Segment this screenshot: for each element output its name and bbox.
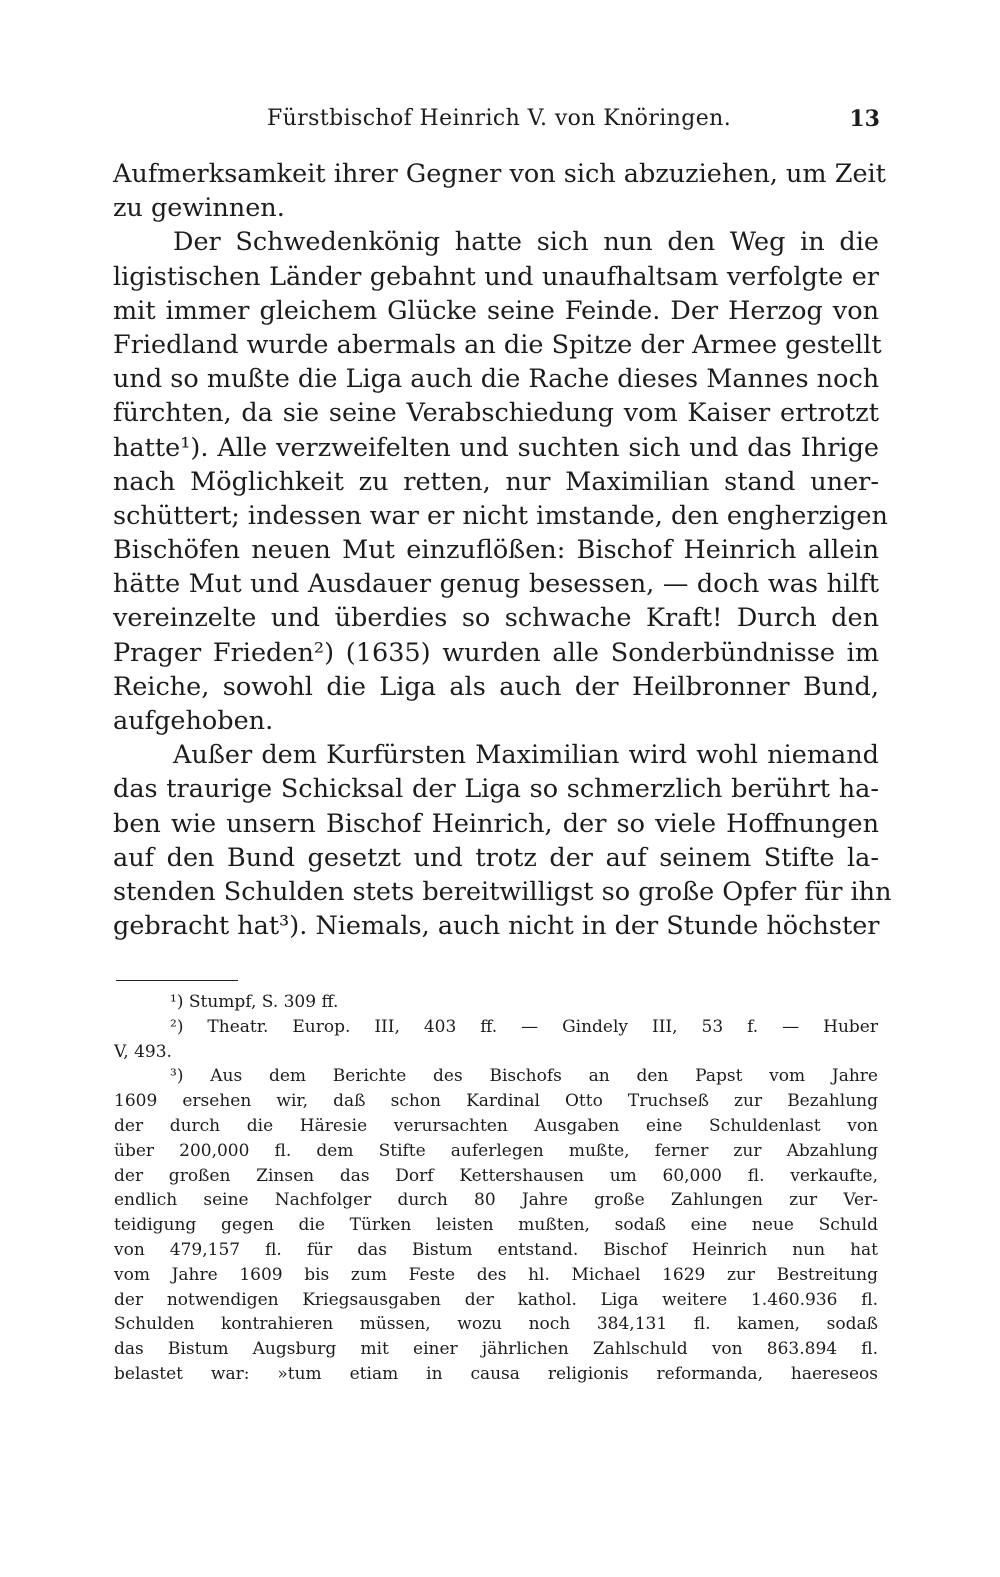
- footnote-line: endlich seine Nachfolger durch 80 Jahre große Zahlungen zur Ver-: [114, 1190, 878, 1211]
- running-header: [112, 106, 880, 140]
- footnote-line: der notwendigen Kriegsausgaben der kathol. Liga weitere 1.460.936 fl.: [114, 1289, 878, 1310]
- body-line: Friedland wurde abermals an die Spitze der Armee gestellt: [113, 329, 882, 360]
- footnote-line: über 200,000 fl. dem Stifte auferlegen mußte, ferner zur Abzahlung: [114, 1140, 878, 1161]
- body-line: Bischöfen neuen Mut einzuflößen: Bischof Heinrich allein: [113, 535, 879, 566]
- body-line: vereinzelte und überdies so schwache Kraft! Durch den: [113, 603, 879, 634]
- body-line: fürchten, da sie seine Verabschiedung vom Kaiser ertrotzt: [113, 398, 879, 429]
- footnote-line: V, 493.: [114, 1041, 172, 1062]
- footnote-separator: [116, 980, 238, 981]
- body-line: gebracht hat³). Niemals, auch nicht in der Stunde höchster: [113, 911, 880, 942]
- body-line: und so mußte die Liga auch die Rache dieses Mannes noch: [113, 364, 880, 395]
- body-line: ben wie unsern Bischof Heinrich, der so viele Hoffnungen: [113, 808, 879, 839]
- footnote-line: Schulden kontrahieren müssen, wozu noch 384,131 fl. kamen, sodaß: [114, 1314, 878, 1335]
- footnote-line: der durch die Häresie verursachten Ausgaben eine Schuldenlast von: [114, 1115, 878, 1136]
- footnote-line: vom Jahre 1609 bis zum Feste des hl. Michael 1629 zur Bestreitung: [114, 1264, 878, 1285]
- footnotes: [114, 990, 878, 1387]
- body-line: hatte¹). Alle verzweifelten und suchten sich und das Ihrige: [113, 432, 879, 463]
- body-line: auf den Bund gesetzt und trotz der auf seinem Stifte la-: [113, 842, 879, 873]
- body-line: Reiche, sowohl die Liga als auch der Heilbronner Bund,: [113, 671, 879, 702]
- body-line: Prager Frieden²) (1635) wurden alle Sonderbündnisse im: [113, 637, 879, 668]
- footnote-line: 1609 ersehen wir, daß schon Kardinal Otto Truchseß zur Bezahlung: [114, 1091, 878, 1112]
- footnote-line: belastet war: »tum etiam in causa religionis reformanda, haereseos: [114, 1363, 878, 1384]
- body-text: [113, 157, 892, 943]
- body-line: Der Schwedenkönig hatte sich nun den Weg in die: [173, 227, 879, 258]
- body-line: schüttert; indessen war er nicht imstande, den engherzigen: [113, 500, 888, 531]
- body-line: nach Möglichkeit zu retten, nur Maximilian stand uner-: [113, 466, 879, 497]
- body-line: zu gewinnen.: [113, 193, 285, 224]
- body-line: ligistischen Länder gebahnt und unaufhaltsam verfolgte er: [113, 261, 879, 292]
- body-line: das traurige Schicksal der Liga so schmerzlich berührt ha-: [113, 774, 879, 805]
- footnote-2: ²) Theatr. Europ. III, 403 ff. — Gindely III, 53 f. — Huber: [170, 1016, 878, 1037]
- page-number: 13: [849, 106, 880, 132]
- running-title: Fürstbischof Heinrich V. von Knöringen.: [267, 106, 732, 131]
- body-line: Aufmerksamkeit ihrer Gegner von sich abzuziehen, um Zeit: [113, 159, 886, 189]
- footnote-3: ³) Aus dem Berichte des Bischofs an den Papst vom Jahre: [170, 1066, 878, 1087]
- footnote-line: der großen Zinsen das Dorf Kettershausen um 60,000 fl. verkaufte,: [114, 1165, 878, 1186]
- body-line: aufgehoben.: [113, 706, 274, 736]
- footnote-1: ¹) Stumpf, S. 309 ff.: [170, 992, 339, 1012]
- body-line: mit immer gleichem Glücke seine Feinde. Der Herzog von: [113, 295, 879, 326]
- body-line: stenden Schulden stets bereitwilligst so große Opfer für ihn: [113, 876, 892, 907]
- body-line: Außer dem Kurfürsten Maximilian wird wohl niemand: [173, 740, 879, 771]
- body-line: hätte Mut und Ausdauer genug besessen, — doch was hilft: [113, 569, 879, 600]
- footnote-line: teidigung gegen die Türken leisten mußten, sodaß eine neue Schuld: [114, 1215, 878, 1236]
- footnote-line: von 479,157 fl. für das Bistum entstand. Bischof Heinrich nun hat: [114, 1239, 878, 1260]
- footnote-line: das Bistum Augsburg mit einer jährlichen Zahlschuld von 863.894 fl.: [114, 1339, 878, 1360]
